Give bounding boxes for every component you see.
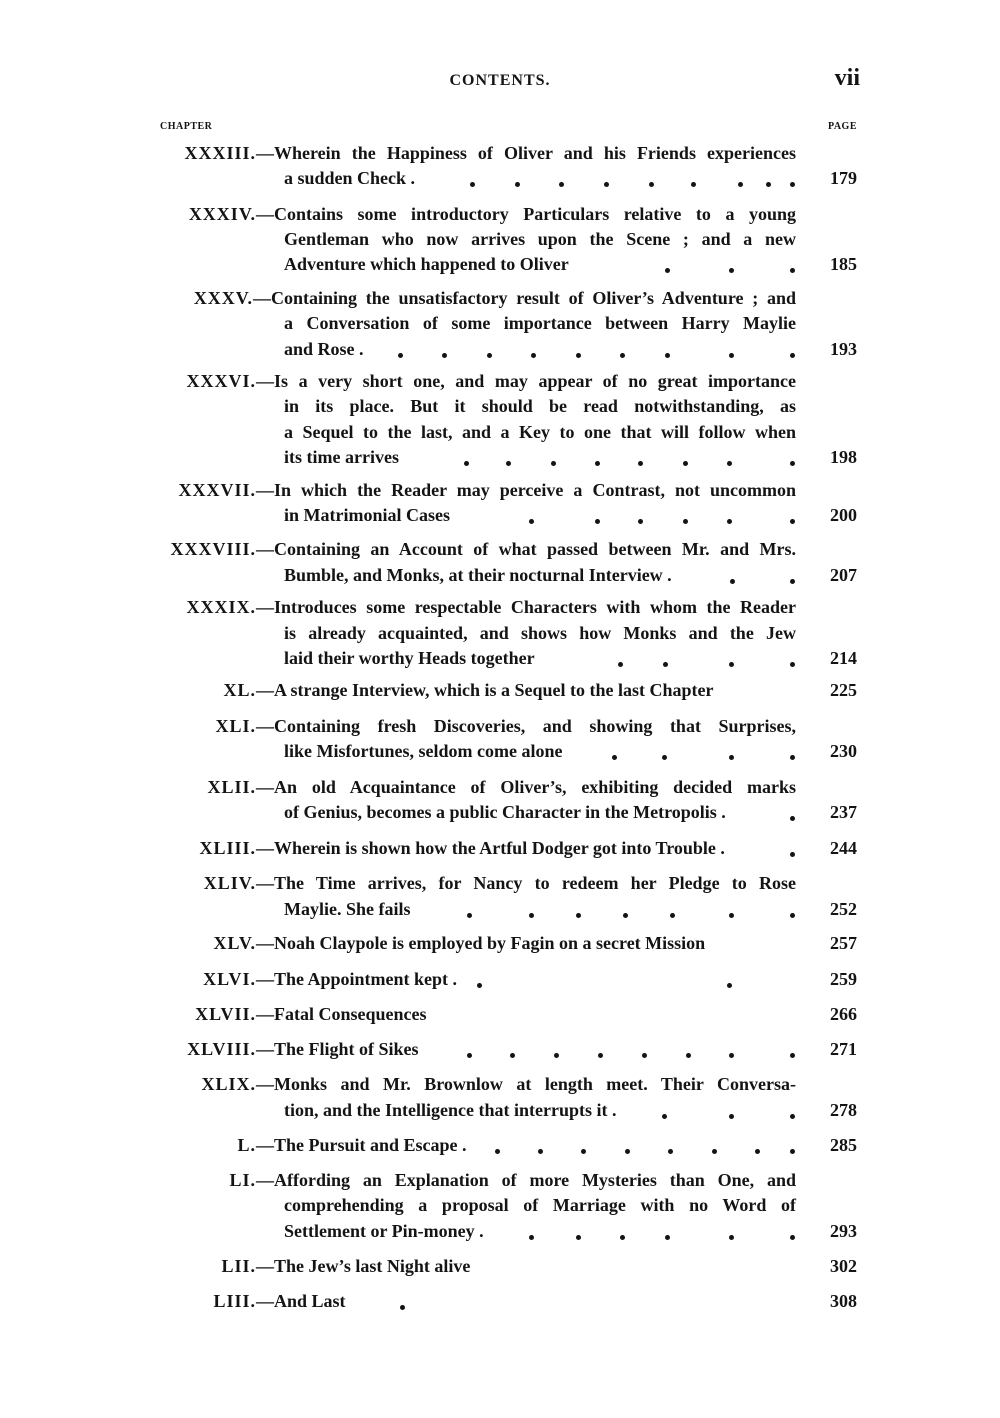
chapter-title-line: a Conversation of some importance between Harry Maylie — [284, 313, 796, 333]
leader-dot — [487, 353, 492, 358]
page-number: vii — [834, 65, 860, 91]
leader-dot — [442, 353, 447, 358]
page-ref: 259 — [830, 969, 857, 989]
chapter-title-line: in Matrimonial Cases — [284, 505, 450, 525]
chapter-numeral: XXXVI. — [186, 371, 256, 391]
leader-dot — [729, 662, 734, 667]
chapter-numeral: XXXIX. — [186, 597, 256, 617]
leader-dot — [790, 662, 795, 667]
page-ref: 207 — [830, 565, 857, 585]
leader-dot — [729, 353, 734, 358]
leader-dot — [538, 1149, 543, 1154]
leader-dot — [670, 913, 675, 918]
leader-dot — [683, 519, 688, 524]
leader-dot — [729, 1114, 734, 1119]
leader-dot — [604, 182, 609, 187]
leader-dot — [691, 182, 696, 187]
leader-dot — [638, 519, 643, 524]
page-ref: 257 — [830, 933, 857, 953]
leader-dot — [663, 662, 668, 667]
leader-dot — [712, 1149, 717, 1154]
chapter-numeral: XLIII. — [199, 838, 256, 858]
leader-dot — [729, 1053, 734, 1058]
chapter-title-line: —Contains some introductory Particulars relative to a young — [256, 204, 796, 224]
running-title: CONTENTS. — [449, 72, 551, 89]
leader-dot — [470, 182, 475, 187]
leader-dot — [729, 1235, 734, 1240]
leader-dot — [790, 852, 795, 857]
page-ref: 244 — [830, 838, 857, 858]
chapter-title-line: —The Time arrives, for Nancy to redeem her Pledge to Rose — [256, 873, 796, 893]
leader-dot — [581, 1149, 586, 1154]
chapter-title-line: —Containing an Account of what passed between Mr. and Mrs. — [256, 539, 796, 559]
page-ref: 266 — [830, 1004, 857, 1024]
chapter-title-line: —Noah Claypole is employed by Fagin on a secret Mission — [256, 933, 706, 953]
leader-dot — [686, 1053, 691, 1058]
leader-dot — [790, 1053, 795, 1058]
chapter-title-line: is already acquainted, and shows how Monks and the Jew — [284, 623, 796, 643]
leader-dot — [623, 913, 628, 918]
leader-dot — [766, 182, 771, 187]
chapter-title-line: —Wherein is shown how the Artful Dodger got into Trouble . — [256, 838, 725, 858]
leader-dot — [755, 1149, 760, 1154]
leader-dot — [595, 519, 600, 524]
chapter-title-line: Settlement or Pin-money . — [284, 1221, 484, 1241]
page-ref: 198 — [830, 447, 857, 467]
chapter-numeral: XLIX. — [201, 1074, 256, 1094]
leader-dot — [790, 353, 795, 358]
page-ref: 200 — [830, 505, 857, 525]
chapter-numeral: LI. — [229, 1170, 256, 1190]
leader-dot — [529, 519, 534, 524]
chapter-title-line: in its place. But it should be read notwithstanding, as — [284, 396, 796, 416]
chapter-title-line: —Monks and Mr. Brownlow at length meet. Their Conversa- — [256, 1074, 796, 1094]
chapter-numeral: XLVII. — [195, 1004, 256, 1024]
leader-dot — [506, 461, 511, 466]
chapter-title-line: —The Pursuit and Escape . — [256, 1135, 467, 1155]
chapter-title-line: —Wherein the Happiness of Oliver and his Friends experiences — [256, 143, 796, 163]
chapter-title-line: —An old Acquaintance of Oliver’s, exhibiting decided marks — [256, 777, 796, 797]
chapter-numeral: XXXVIII. — [170, 539, 256, 559]
leader-dot — [464, 461, 469, 466]
chapter-title-line: —A strange Interview, which is a Sequel to the last Chapter — [256, 680, 714, 700]
leader-dot — [729, 268, 734, 273]
chapter-title-line: a sudden Check . — [284, 168, 416, 188]
leader-dot — [662, 1114, 667, 1119]
leader-dot — [625, 1149, 630, 1154]
leader-dot — [790, 182, 795, 187]
chapter-title-line: and Rose . — [284, 339, 364, 359]
chapter-numeral: XXXIV. — [188, 204, 256, 224]
chapter-numeral: XLVIII. — [187, 1039, 256, 1059]
leader-dot — [727, 519, 732, 524]
chapter-title-line: tion, and the Intelligence that interrupts it . — [284, 1100, 617, 1120]
leader-dot — [618, 662, 623, 667]
leader-dot — [683, 461, 688, 466]
leader-dot — [790, 913, 795, 918]
page-ref: 308 — [830, 1291, 857, 1311]
page-ref: 237 — [830, 802, 857, 822]
leader-dot — [642, 1053, 647, 1058]
leader-dot — [665, 268, 670, 273]
page-ref: 214 — [830, 648, 857, 668]
leader-dot — [510, 1053, 515, 1058]
leader-dot — [790, 461, 795, 466]
leader-dot — [738, 182, 743, 187]
page-ref: 230 — [830, 741, 857, 761]
leader-dot — [649, 182, 654, 187]
page-ref: 278 — [830, 1100, 857, 1120]
leader-dot — [727, 983, 732, 988]
leader-dot — [467, 1053, 472, 1058]
chapter-title-line: —The Flight of Sikes — [256, 1039, 419, 1059]
chapter-numeral: XLI. — [215, 716, 256, 736]
chapter-numeral: LII. — [221, 1256, 256, 1276]
chapter-title-line: —And Last — [256, 1291, 346, 1311]
leader-dot — [790, 755, 795, 760]
leader-dot — [595, 461, 600, 466]
chapter-numeral: XLII. — [207, 777, 256, 797]
leader-dot — [790, 1235, 795, 1240]
leader-dot — [554, 1053, 559, 1058]
leader-dot — [665, 1235, 670, 1240]
leader-dot — [398, 353, 403, 358]
chapter-column-label: CHAPTER — [160, 121, 213, 132]
chapter-title-line: —In which the Reader may perceive a Contrast, not uncommon — [256, 480, 796, 500]
leader-dot — [790, 1114, 795, 1119]
leader-dot — [529, 1235, 534, 1240]
leader-dot — [729, 755, 734, 760]
leader-dot — [598, 1053, 603, 1058]
leader-dot — [727, 461, 732, 466]
leader-dot — [730, 579, 735, 584]
leader-dot — [495, 1149, 500, 1154]
chapter-title-line: Bumble, and Monks, at their nocturnal Interview . — [284, 565, 672, 585]
leader-dot — [668, 1149, 673, 1154]
chapter-title-line: laid their worthy Heads together — [284, 648, 535, 668]
leader-dot — [467, 913, 472, 918]
chapter-title-line: Gentleman who now arrives upon the Scene ; and a new — [284, 229, 796, 249]
chapter-title-line: Adventure which happened to Oliver — [284, 254, 569, 274]
leader-dot — [790, 579, 795, 584]
chapter-numeral: XXXV. — [193, 288, 253, 308]
chapter-title-line: —Introduces some respectable Characters with whom the Reader — [256, 597, 796, 617]
chapter-numeral: L. — [237, 1135, 256, 1155]
leader-dot — [612, 755, 617, 760]
page-ref: 193 — [830, 339, 857, 359]
chapter-title-line: —Containing the unsatisfactory result of Oliver’s Adventure ; and — [253, 288, 796, 308]
page-ref: 271 — [830, 1039, 857, 1059]
chapter-numeral: LIII. — [213, 1291, 256, 1311]
chapter-numeral: XLV. — [213, 933, 256, 953]
leader-dot — [576, 1235, 581, 1240]
chapter-title-line: of Genius, becomes a public Character in the Metropolis . — [284, 802, 726, 822]
chapter-numeral: XL. — [223, 680, 256, 700]
leader-dot — [790, 1149, 795, 1154]
leader-dot — [576, 353, 581, 358]
leader-dot — [790, 519, 795, 524]
page-ref: 225 — [830, 680, 857, 700]
leader-dot — [790, 816, 795, 821]
chapter-title-line: its time arrives — [284, 447, 399, 467]
chapter-title-line: like Misfortunes, seldom come alone — [284, 741, 563, 761]
page-ref: 285 — [830, 1135, 857, 1155]
leader-dot — [620, 353, 625, 358]
chapter-title-line: comprehending a proposal of Marriage with no Word of — [284, 1195, 796, 1215]
chapter-numeral: XLVI. — [203, 969, 256, 989]
chapter-title-line: —Affording an Explanation of more Mysteries than One, and — [256, 1170, 796, 1190]
page-ref: 185 — [830, 254, 857, 274]
chapter-title-line: —Containing fresh Discoveries, and showing that Surprises, — [256, 716, 796, 736]
leader-dot — [531, 353, 536, 358]
chapter-title-line: Maylie. She fails — [284, 899, 411, 919]
leader-dot — [665, 353, 670, 358]
chapter-numeral: XXXVII. — [178, 480, 256, 500]
page-ref: 302 — [830, 1256, 857, 1276]
chapter-numeral: XXXIII. — [184, 143, 256, 163]
chapter-title-line: —Fatal Consequences — [256, 1004, 427, 1024]
chapter-title-line: a Sequel to the last, and a Key to one that will follow when — [284, 422, 796, 442]
leader-dot — [638, 461, 643, 466]
leader-dot — [662, 755, 667, 760]
leader-dot — [529, 913, 534, 918]
chapter-title-line: —Is a very short one, and may appear of no great importance — [256, 371, 796, 391]
leader-dot — [551, 461, 556, 466]
leader-dot — [790, 268, 795, 273]
page-ref: 179 — [830, 168, 857, 188]
page-ref: 293 — [830, 1221, 857, 1241]
chapter-title-line: —The Jew’s last Night alive — [256, 1256, 471, 1276]
leader-dot — [515, 182, 520, 187]
chapter-title-line: —The Appointment kept . — [256, 969, 458, 989]
page-ref: 252 — [830, 899, 857, 919]
leader-dot — [620, 1235, 625, 1240]
leader-dot — [729, 913, 734, 918]
page-column-label: PAGE — [827, 121, 857, 132]
chapter-numeral: XLIV. — [203, 873, 256, 893]
leader-dot — [400, 1305, 405, 1310]
leader-dot — [559, 182, 564, 187]
leader-dot — [576, 913, 581, 918]
leader-dot — [477, 983, 482, 988]
